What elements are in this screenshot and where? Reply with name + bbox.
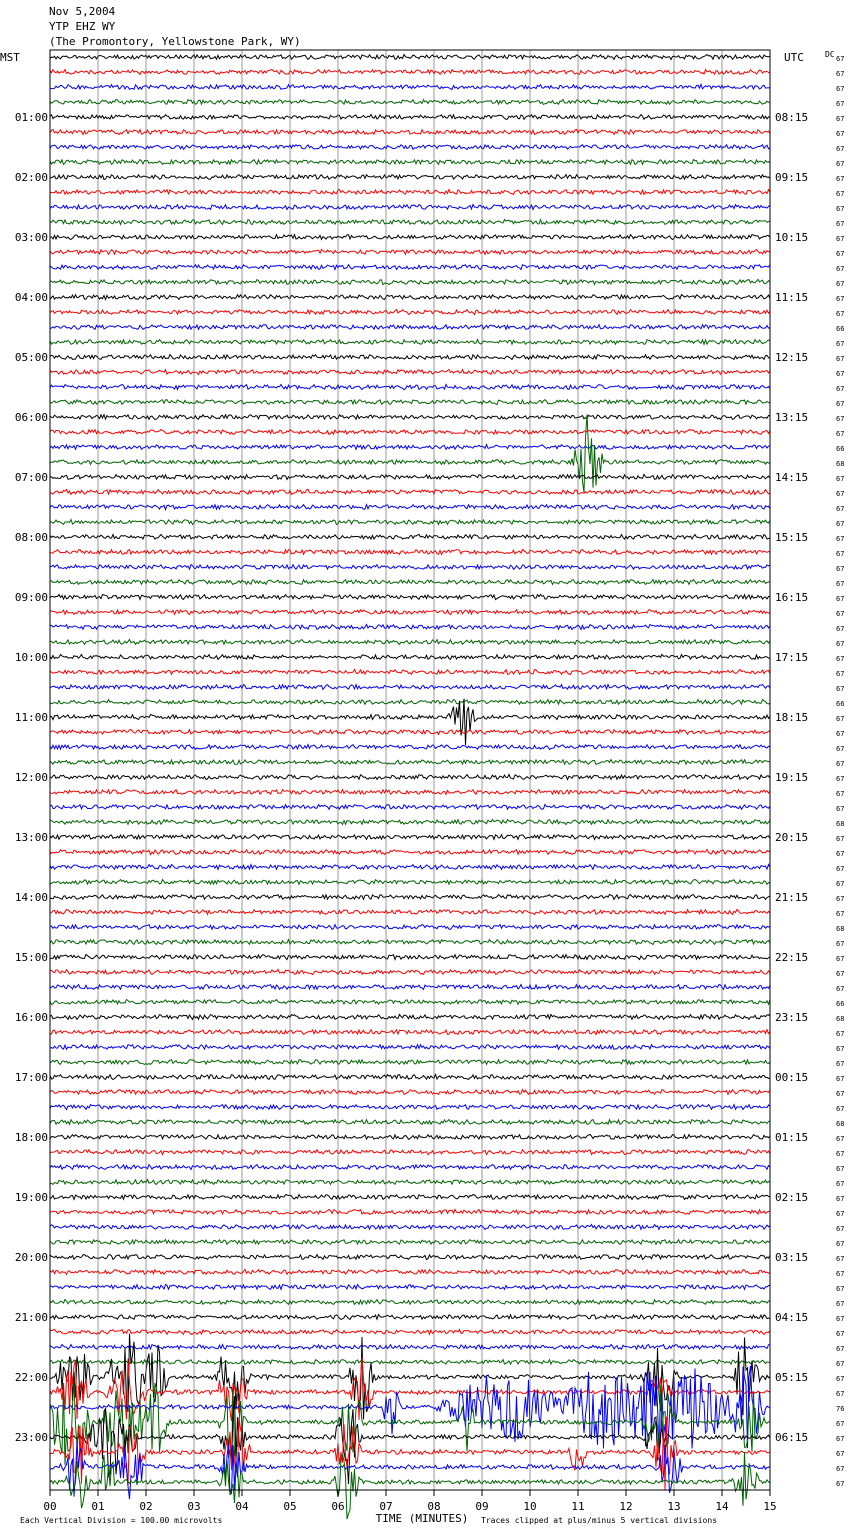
- dc-offset-value: 67: [836, 1300, 845, 1308]
- dc-offset-value: 67: [836, 1165, 845, 1173]
- x-tick-label: 09: [475, 1500, 489, 1513]
- mst-hour-label: 06:00: [14, 411, 48, 424]
- x-tick-label: 13: [667, 1500, 681, 1513]
- seismic-trace: [50, 550, 770, 555]
- x-tick-label: 08: [427, 1500, 441, 1513]
- seismic-trace: [50, 55, 770, 60]
- utc-hour-label: 04:15: [775, 1311, 809, 1324]
- seismic-trace: [50, 400, 770, 405]
- seismic-trace: [50, 1269, 770, 1274]
- seismic-trace: [50, 1329, 770, 1334]
- dc-offset-value: 67: [836, 130, 845, 138]
- utc-hour-label: 21:15: [775, 891, 809, 904]
- mst-hour-label: 23:00: [14, 1431, 48, 1444]
- scale-note: Each Vertical Division = 100.00 microvolts: [20, 1516, 223, 1525]
- dc-offset-value: 67: [836, 730, 845, 738]
- x-tick-label: 15: [763, 1500, 777, 1513]
- seismic-trace: [50, 880, 770, 885]
- utc-hour-label: 02:15: [775, 1191, 809, 1204]
- dc-offset-value: 67: [836, 655, 845, 663]
- dc-offset-value: 67: [836, 715, 845, 723]
- x-tick-label: 05: [283, 1500, 297, 1513]
- station-code: YTP EHZ WY: [49, 20, 116, 33]
- utc-hour-label: 14:15: [775, 471, 809, 484]
- seismic-trace: [50, 610, 770, 615]
- dc-offset-value: 67: [836, 70, 845, 78]
- seismic-trace: [50, 310, 770, 315]
- dc-offset-value: 67: [836, 985, 845, 993]
- dc-offset-value: 67: [836, 1270, 845, 1278]
- seismic-trace: [50, 1195, 770, 1200]
- seismic-trace: [50, 115, 770, 120]
- utc-hour-label: 01:15: [775, 1131, 809, 1144]
- seismic-trace: [50, 565, 770, 570]
- mst-hour-label: 15:00: [14, 951, 48, 964]
- dc-offset-value: 67: [836, 910, 845, 918]
- dc-offset-value: 67: [836, 415, 845, 423]
- seismic-trace: [50, 295, 770, 300]
- utc-hour-label: 13:15: [775, 411, 809, 424]
- seismic-trace: [50, 955, 770, 960]
- seismic-trace: [50, 925, 770, 930]
- seismic-trace: [50, 145, 770, 150]
- dc-offset-value: 66: [836, 1000, 845, 1008]
- mst-hour-label: 04:00: [14, 291, 48, 304]
- utc-hour-label: 08:15: [775, 111, 809, 124]
- seismic-trace: [50, 654, 770, 659]
- dc-offset-value: 67: [836, 895, 845, 903]
- mst-hour-label: 11:00: [14, 711, 48, 724]
- seismic-trace: [50, 865, 770, 870]
- seismic-trace: [50, 940, 770, 945]
- seismic-trace: [50, 265, 770, 270]
- dc-offset-value: 67: [836, 355, 845, 363]
- seismic-trace: [50, 1165, 770, 1170]
- dc-offset-value: 67: [836, 1210, 845, 1218]
- dc-offset-value: 67: [836, 850, 845, 858]
- dc-offset-value: 67: [836, 55, 845, 63]
- dc-offset-value: 67: [836, 535, 845, 543]
- dc-offset-value: 67: [836, 1195, 845, 1203]
- mst-hour-label: 10:00: [14, 651, 48, 664]
- mst-hour-label: 08:00: [14, 531, 48, 544]
- dc-offset-value: 67: [836, 340, 845, 348]
- dc-offset-value: 68: [836, 1015, 845, 1023]
- dc-offset-value: 67: [836, 520, 845, 528]
- dc-offset-value: 67: [836, 295, 845, 303]
- seismic-trace: [50, 745, 770, 750]
- utc-hour-label: 20:15: [775, 831, 809, 844]
- dc-offset-value: 67: [836, 1075, 845, 1083]
- seismic-trace: [50, 370, 770, 375]
- seismic-trace: [50, 1134, 770, 1139]
- dc-offset-value: 67: [836, 190, 845, 198]
- record-date: Nov 5,2004: [49, 5, 116, 18]
- seismic-trace: [50, 1225, 770, 1230]
- dc-offset-value: 67: [836, 865, 845, 873]
- dc-offset-value: 67: [836, 970, 845, 978]
- seismic-trace: [50, 894, 770, 899]
- mst-hour-label: 17:00: [14, 1071, 48, 1084]
- dc-offset-value: 67: [836, 1435, 845, 1443]
- seismic-trace: [50, 1285, 770, 1290]
- dc-offset-value: 67: [836, 505, 845, 513]
- dc-offset-value: 68: [836, 460, 845, 468]
- dc-offset-value: 67: [836, 220, 845, 228]
- seismic-trace: [50, 1209, 770, 1214]
- seismic-trace: [50, 1315, 770, 1320]
- seismic-trace: [50, 625, 770, 630]
- utc-hour-label: 12:15: [775, 351, 809, 364]
- dc-offset-value: 67: [836, 205, 845, 213]
- mst-hour-label: 05:00: [14, 351, 48, 364]
- seismic-trace: [50, 325, 770, 330]
- dc-offset-value: 67: [836, 1150, 845, 1158]
- trace-group: [50, 55, 770, 1520]
- seismic-trace: [50, 1030, 770, 1035]
- x-tick-label: 02: [139, 1500, 153, 1513]
- dc-offset-value: 67: [836, 1390, 845, 1398]
- x-tick-label: 11: [571, 1500, 585, 1513]
- seismic-trace: [50, 595, 770, 600]
- seismic-trace: [50, 415, 770, 420]
- seismic-trace: [50, 1075, 770, 1080]
- dc-offset-value: 67: [836, 745, 845, 753]
- dc-offset-value: 66: [836, 700, 845, 708]
- seismic-trace: [50, 84, 770, 89]
- seismic-trace: [50, 835, 770, 840]
- dc-offset-value: 67: [836, 1105, 845, 1113]
- seismic-trace: [50, 1014, 770, 1019]
- seismic-trace: [50, 580, 770, 585]
- dc-offset-value: 67: [836, 490, 845, 498]
- dc-offset-value: 67: [836, 475, 845, 483]
- dc-offset-value: 67: [836, 955, 845, 963]
- dc-offset-value: 67: [836, 430, 845, 438]
- seismic-trace: [50, 100, 770, 105]
- dc-offset-value: 67: [836, 595, 845, 603]
- dc-offset-value: 67: [836, 1030, 845, 1038]
- dc-offset-value: 67: [836, 1330, 845, 1338]
- utc-axis-label: UTC: [784, 51, 804, 64]
- seismic-trace: [50, 520, 770, 525]
- mst-hour-label: 03:00: [14, 231, 48, 244]
- seismic-trace: [50, 700, 770, 705]
- seismic-trace: [50, 910, 770, 915]
- dc-offset-value: 67: [836, 115, 845, 123]
- mst-hour-label: 09:00: [14, 591, 48, 604]
- x-tick-label: 14: [715, 1500, 729, 1513]
- seismic-trace: [50, 175, 770, 180]
- seismic-trace: [50, 805, 770, 810]
- seismic-trace: [50, 249, 770, 254]
- dc-offset-value: 67: [836, 250, 845, 258]
- seismic-trace: [50, 490, 770, 495]
- dc-offset-value: 67: [836, 565, 845, 573]
- dc-offset-value: 67: [836, 790, 845, 798]
- utc-hour-label: 09:15: [775, 171, 809, 184]
- x-tick-label: 10: [523, 1500, 537, 1513]
- seismic-trace: [50, 670, 770, 675]
- x-tick-label: 01: [91, 1500, 105, 1513]
- dc-offset-value: 67: [836, 1090, 845, 1098]
- x-axis-title: TIME (MINUTES): [375, 1512, 469, 1525]
- seismic-trace: [50, 1120, 770, 1125]
- seismic-trace: [50, 1045, 770, 1050]
- utc-hour-label: 19:15: [775, 771, 809, 784]
- dc-offset-value: 67: [836, 1420, 845, 1428]
- dc-offset-value: 67: [836, 1345, 845, 1353]
- dc-offset-value: 67: [836, 610, 845, 618]
- dc-offset-value: 66: [836, 325, 845, 333]
- seismic-trace: [50, 699, 770, 745]
- seismic-trace: [50, 279, 770, 284]
- utc-hour-label: 00:15: [775, 1071, 809, 1084]
- dc-offset-value: 67: [836, 370, 845, 378]
- dc-offset-value: 67: [836, 385, 845, 393]
- utc-hour-label: 11:15: [775, 291, 809, 304]
- utc-hour-label: 22:15: [775, 951, 809, 964]
- mst-hour-label: 19:00: [14, 1191, 48, 1204]
- dc-offset-value: 67: [836, 685, 845, 693]
- seismic-trace: [50, 414, 770, 492]
- seismic-trace: [50, 1105, 770, 1110]
- dc-offset-value: 67: [836, 550, 845, 558]
- dc-offset-value: 67: [836, 1045, 845, 1053]
- seismic-trace: [50, 1300, 770, 1305]
- seismic-trace: [50, 535, 770, 540]
- x-tick-label: 06: [331, 1500, 345, 1513]
- station-location: (The Promontory, Yellowstone Park, WY): [49, 35, 301, 48]
- dc-offset-value: 67: [836, 835, 845, 843]
- dc-offset-value: 67: [836, 1240, 845, 1248]
- dc-offset-value: 67: [836, 580, 845, 588]
- seismic-trace: [50, 1180, 770, 1185]
- dc-offset-value: 68: [836, 925, 845, 933]
- dc-offset-value: 67: [836, 400, 845, 408]
- utc-hour-label: 05:15: [775, 1371, 809, 1384]
- dc-offset-value: 68: [836, 1120, 845, 1128]
- dc-offset-value: 67: [836, 775, 845, 783]
- seismic-trace: [50, 970, 770, 975]
- seismic-trace: [50, 205, 770, 210]
- dc-offset-value: 67: [836, 880, 845, 888]
- seismic-trace: [50, 1060, 770, 1065]
- seismic-trace: [50, 790, 770, 795]
- mst-hour-label: 20:00: [14, 1251, 48, 1264]
- x-tick-label: 07: [379, 1500, 393, 1513]
- seismic-trace: [50, 1240, 770, 1245]
- seismic-trace: [50, 70, 770, 75]
- dc-offset-value: 67: [836, 1465, 845, 1473]
- utc-hour-label: 10:15: [775, 231, 809, 244]
- seismic-trace: [50, 445, 770, 450]
- seismic-trace: [50, 760, 770, 765]
- seismic-trace: [50, 820, 770, 825]
- dc-offset-value: 67: [836, 1135, 845, 1143]
- dc-offset-value: 67: [836, 1255, 845, 1263]
- seismic-trace: [50, 129, 770, 134]
- utc-hour-label: 15:15: [775, 531, 809, 544]
- seismic-trace: [50, 1150, 770, 1155]
- utc-hour-label: 17:15: [775, 651, 809, 664]
- dc-offset-value: 67: [836, 760, 845, 768]
- mst-axis-label: MST: [0, 51, 20, 64]
- x-tick-label: 04: [235, 1500, 249, 1513]
- dc-offset-value: 67: [836, 175, 845, 183]
- mst-hour-label: 16:00: [14, 1011, 48, 1024]
- dc-offset-value: 67: [836, 1480, 845, 1488]
- mst-hour-label: 18:00: [14, 1131, 48, 1144]
- seismic-trace: [50, 1360, 770, 1365]
- seismic-trace: [50, 730, 770, 735]
- mst-hour-label: 14:00: [14, 891, 48, 904]
- mst-hour-label: 21:00: [14, 1311, 48, 1324]
- seismic-trace: [50, 685, 770, 690]
- seismic-trace: [50, 1255, 770, 1260]
- dc-offset-value: 67: [836, 805, 845, 813]
- seismic-trace: [50, 235, 770, 240]
- seismic-trace: [50, 220, 770, 225]
- seismic-trace: [50, 430, 770, 435]
- dc-offset-value: 67: [836, 310, 845, 318]
- dc-offset-value: 67: [836, 1060, 845, 1068]
- x-tick-label: 12: [619, 1500, 633, 1513]
- mst-hour-label: 02:00: [14, 171, 48, 184]
- dc-offset-value: 67: [836, 280, 845, 288]
- mst-hour-label: 01:00: [14, 111, 48, 124]
- seismic-trace: [50, 850, 770, 855]
- utc-hour-label: 16:15: [775, 591, 809, 604]
- mst-hour-label: 22:00: [14, 1371, 48, 1384]
- seismic-trace: [50, 505, 770, 510]
- clip-note: Traces clipped at plus/minus 5 vertical divisions: [481, 1516, 718, 1525]
- dc-offset-value: 67: [836, 160, 845, 168]
- x-tick-label: 00: [43, 1500, 57, 1513]
- dc-offset-value: 67: [836, 100, 845, 108]
- seismic-trace: [50, 160, 770, 165]
- utc-hour-label: 18:15: [775, 711, 809, 724]
- dc-offset-value: 67: [836, 1375, 845, 1383]
- dc-offset-value: 67: [836, 640, 845, 648]
- utc-hour-label: 23:15: [775, 1011, 809, 1024]
- dc-offset-value: 67: [836, 1285, 845, 1293]
- dc-offset-value: 67: [836, 670, 845, 678]
- seismic-trace: [50, 1000, 770, 1005]
- seismic-trace: [50, 355, 770, 360]
- dc-offset-value: 67: [836, 1360, 845, 1368]
- seismic-trace: [50, 190, 770, 195]
- mst-hour-label: 12:00: [14, 771, 48, 784]
- seismic-trace: [50, 475, 770, 480]
- seismic-trace: [50, 985, 770, 990]
- dc-offset-value: 68: [836, 820, 845, 828]
- dc-offset-value: 67: [836, 235, 845, 243]
- seismic-trace: [50, 340, 770, 345]
- dc-offset-value: 67: [836, 1450, 845, 1458]
- mst-hour-label: 07:00: [14, 471, 48, 484]
- dc-offset-value: 67: [836, 145, 845, 153]
- seismic-trace: [50, 640, 770, 645]
- dc-offset-value: 67: [836, 1180, 845, 1188]
- x-axis-ticks: [43, 1490, 776, 1513]
- x-tick-label: 03: [187, 1500, 201, 1513]
- seismic-trace: [50, 385, 770, 390]
- dc-offset-value: 76: [836, 1405, 845, 1413]
- dc-offset-value: 67: [836, 625, 845, 633]
- dc-offset-value: 67: [836, 1315, 845, 1323]
- dc-label: DC: [825, 50, 835, 59]
- utc-hour-label: 03:15: [775, 1251, 809, 1264]
- mst-hour-label: 13:00: [14, 831, 48, 844]
- seismic-trace: [50, 1090, 770, 1095]
- utc-hour-label: 06:15: [775, 1431, 809, 1444]
- dc-offset-value: 67: [836, 265, 845, 273]
- dc-offset-value: 67: [836, 1225, 845, 1233]
- dc-offset-value: 67: [836, 85, 845, 93]
- seismic-trace: [50, 775, 770, 780]
- dc-offset-value: 66: [836, 445, 845, 453]
- dc-offset-value: 67: [836, 940, 845, 948]
